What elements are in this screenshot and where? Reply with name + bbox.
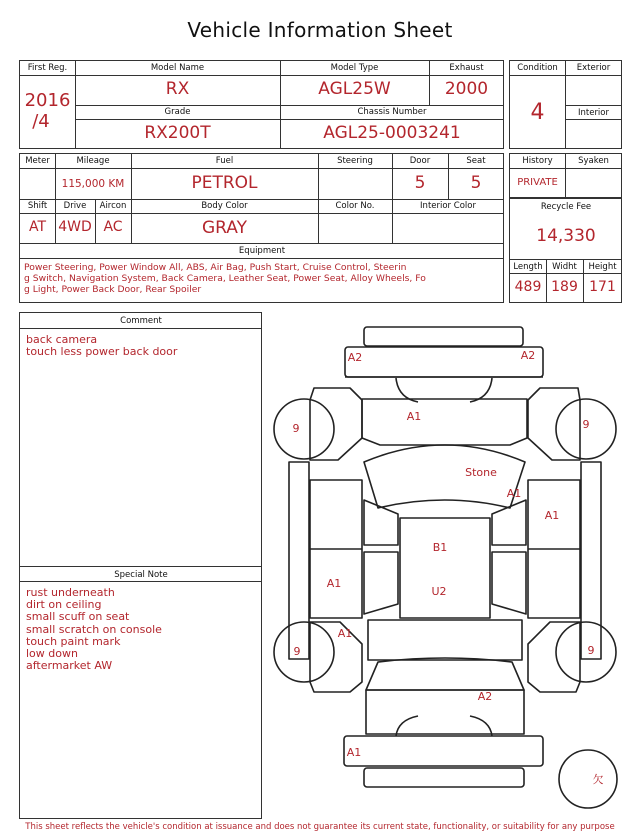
mark-roof: B1 <box>432 541 448 554</box>
first-reg-year: 2016 <box>24 90 71 111</box>
mark-wheel-rear-right: 9 <box>587 644 595 657</box>
model-name-value: RX <box>165 79 190 99</box>
model-name-label: Model Name <box>150 63 205 73</box>
aircon-value: AC <box>103 219 123 235</box>
seat-label: Seat <box>466 156 486 166</box>
exhaust-label: Exhaust <box>449 63 484 73</box>
width-value: 189 <box>551 279 578 295</box>
mark-wheel-front-left: 9 <box>292 422 300 435</box>
equipment-label: Equipment <box>238 246 286 256</box>
chassis-number-value: AGL25-0003241 <box>323 123 461 143</box>
seat-value: 5 <box>470 173 482 193</box>
model-type-label: Model Type <box>330 63 379 73</box>
special-note-item: touch paint mark <box>26 634 121 648</box>
history-value: PRIVATE <box>517 177 558 188</box>
drive-value: 4WD <box>58 219 92 235</box>
condition-value: 4 <box>530 100 545 125</box>
grade-value: RX200T <box>144 123 211 143</box>
mark-left-front-door: A1 <box>326 577 342 590</box>
mark-rear-bumper: A1 <box>346 746 362 759</box>
chassis-number-label: Chassis Number <box>357 107 427 117</box>
exterior-label: Exterior <box>576 63 611 73</box>
door-value: 5 <box>414 173 426 193</box>
length-value: 489 <box>514 279 542 295</box>
model-type-value: AGL25W <box>318 79 391 99</box>
mark-wheel-front-right: 9 <box>582 418 590 431</box>
first-reg-label: First Reg. <box>27 63 68 73</box>
mark-roof-rear: U2 <box>431 585 447 598</box>
meter-label: Meter <box>25 156 50 166</box>
equipment-line: g Switch, Navigation System, Back Camera, Leather Seat, Power Seat, Alloy Wheels, Fo <box>24 273 426 284</box>
first-reg-month: /4 <box>32 111 50 132</box>
recycle-fee-value: 14,330 <box>536 226 596 246</box>
comment-item: back camera <box>26 333 98 346</box>
interior-color-label: Interior Color <box>420 201 476 211</box>
mark-wheel-rear-left: 9 <box>293 645 301 658</box>
mark-bonnet: A1 <box>406 410 422 423</box>
door-label: Door <box>409 156 431 166</box>
mileage-label: Mileage <box>76 156 110 166</box>
mileage-value: 115,000 KM <box>61 178 125 190</box>
drive-label: Drive <box>63 201 87 211</box>
equipment-line: Power Steering, Power Window All, ABS, Air Bag, Push Start, Cruise Control, Steerin <box>24 262 407 273</box>
mark-front-bumper-left: A2 <box>347 351 363 364</box>
special-note-item: low down <box>26 647 78 661</box>
fuel-value: PETROL <box>191 173 258 193</box>
mark-right-front-fender: A1 <box>544 509 560 522</box>
body-color-label: Body Color <box>201 201 248 211</box>
page-title: Vehicle Information Sheet <box>187 18 453 42</box>
body-color-value: GRAY <box>202 218 247 238</box>
height-label: Height <box>588 262 617 272</box>
history-label: History <box>522 156 553 166</box>
special-note-item: small scuff on seat <box>26 610 130 624</box>
special-note-item: rust underneath <box>26 586 115 599</box>
disclaimer-footer: This sheet reflects the vehicle's condition at issuance and does not guarantee its current state, functionality, or suitability for any purpose <box>25 822 615 832</box>
mark-front-bumper-right: A2 <box>520 349 536 362</box>
shift-label: Shift <box>27 201 48 211</box>
shift-value: AT <box>28 219 47 235</box>
steering-label: Steering <box>337 156 373 166</box>
special-note-item: dirt on ceiling <box>26 598 102 612</box>
interior-label: Interior <box>577 108 609 118</box>
width-label: Widht <box>552 262 577 272</box>
color-no-label: Color No. <box>335 201 375 211</box>
special-note-label: Special Note <box>114 570 168 580</box>
recycle-fee-label: Recycle Fee <box>540 202 592 212</box>
height-value: 171 <box>589 279 616 295</box>
special-note-item: small scratch on console <box>26 622 162 636</box>
equipment-line: g Light, Power Back Door, Rear Spoiler <box>24 284 202 295</box>
length-label: Length <box>513 262 543 272</box>
aircon-label: Aircon <box>99 201 127 211</box>
fuel-label: Fuel <box>215 156 234 166</box>
comment-item: touch less power back door <box>26 345 178 359</box>
grade-label: Grade <box>164 107 191 117</box>
comment-label: Comment <box>120 316 162 326</box>
mark-windscreen-corner: A1 <box>506 487 522 500</box>
syaken-label: Syaken <box>578 156 609 166</box>
condition-label: Condition <box>517 63 558 73</box>
mark-left-rear-door: A1 <box>337 627 353 640</box>
mark-tailgate: A2 <box>477 690 493 703</box>
mark-windscreen: Stone <box>465 466 497 479</box>
exhaust-value: 2000 <box>444 79 489 99</box>
mark-spare-tyre: 欠 <box>592 773 604 786</box>
special-note-item: aftermarket AW <box>26 659 113 673</box>
